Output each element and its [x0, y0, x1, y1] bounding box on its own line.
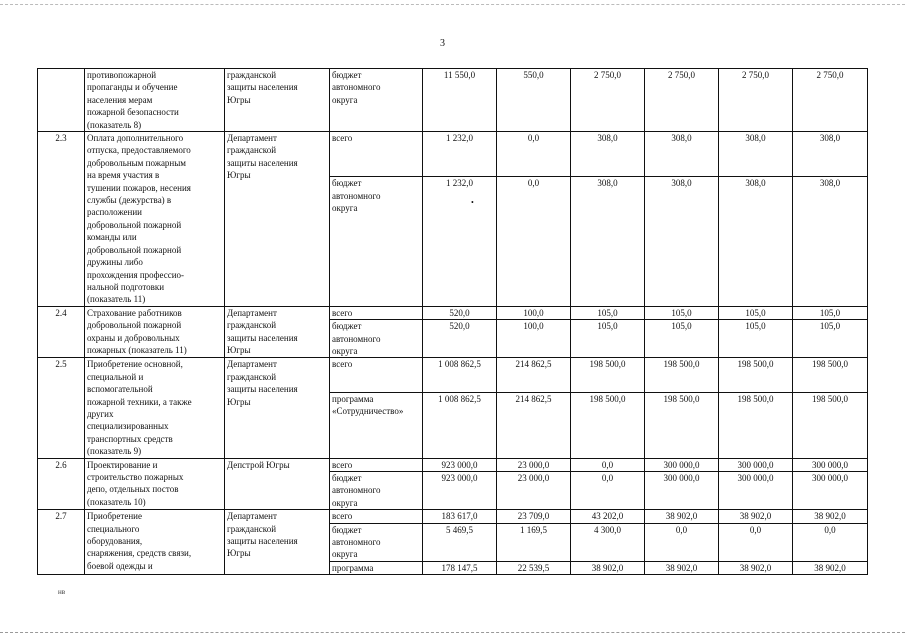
item-name: противопожарной пропаганды и обучение населения мерам пожарной безопасности (показатель 8): [85, 69, 225, 132]
item-executor: гражданской защиты населения Югры: [225, 69, 330, 132]
item-number: 2.5: [38, 358, 85, 458]
amount-cell: 178 147,5: [423, 561, 497, 574]
funding-source: программа «Сотрудничество»: [330, 392, 423, 458]
amount-cell: 100,0: [497, 306, 571, 319]
amount-cell: 5 469,5: [423, 523, 497, 561]
amount-cell: 23 000,0: [497, 472, 571, 510]
program-table: [37, 68, 868, 575]
amount-cell: 300 000,0: [719, 472, 793, 510]
amount-cell: 308,0: [793, 177, 868, 306]
amount-cell: 0,0: [793, 523, 868, 561]
amount-value: 1 232,0: [446, 178, 473, 189]
amount-cell: 1 008 862,5: [423, 392, 497, 458]
item-number: 2.3: [38, 132, 85, 307]
amount-cell: 22 539,5: [497, 561, 571, 574]
amount-cell: 308,0: [645, 132, 719, 177]
amount-cell: 1 169,5: [497, 523, 571, 561]
table-row: [38, 510, 868, 523]
item-name: Оплата дополнительного отпуска, предоставляемого добровольным пожарным на время участия в тушении пожаров, несения службы (дежурства) в расположении добровольной пожарной команды или добровольной пожарной дружины либо прохождения профессио- нальной подготовки (показатель 11): [85, 132, 225, 307]
amount-cell: 105,0: [645, 306, 719, 319]
amount-cell: 38 902,0: [571, 561, 645, 574]
funding-source: всего: [330, 306, 423, 319]
funding-source: бюджет автономного округа: [330, 472, 423, 510]
amount-cell: 198 500,0: [719, 358, 793, 392]
amount-cell: 2 750,0: [793, 69, 868, 132]
table-row: [38, 458, 868, 471]
amount-cell: 0,0: [497, 132, 571, 177]
amount-cell: 198 500,0: [571, 392, 645, 458]
amount-cell: 198 500,0: [793, 392, 868, 458]
amount-cell: 308,0: [719, 177, 793, 306]
amount-cell: 11 550,0: [423, 69, 497, 132]
amount-cell: 105,0: [571, 320, 645, 358]
item-executor: Департамент гражданской защиты населения Югры: [225, 358, 330, 458]
amount-cell: 198 500,0: [645, 392, 719, 458]
amount-cell: 214 862,5: [497, 358, 571, 392]
funding-source: всего: [330, 458, 423, 471]
amount-cell: 100,0: [497, 320, 571, 358]
scan-mark: •: [471, 198, 474, 208]
amount-cell: 38 902,0: [793, 510, 868, 523]
item-number: 2.7: [38, 510, 85, 575]
funding-source: всего: [330, 358, 423, 392]
item-name: Приобретение основной, специальной и вспомогательной пожарной техники, а также других специализированных транспортных средств (показатель 9): [85, 358, 225, 458]
amount-cell: 43 202,0: [571, 510, 645, 523]
amount-cell: 520,0: [423, 320, 497, 358]
amount-cell: [423, 177, 497, 306]
item-executor: Депстрой Югры: [225, 458, 330, 510]
amount-cell: 198 500,0: [571, 358, 645, 392]
amount-cell: 183 617,0: [423, 510, 497, 523]
amount-cell: 0,0: [497, 177, 571, 306]
amount-cell: 38 902,0: [719, 561, 793, 574]
item-number: [38, 69, 85, 132]
item-number: 2.6: [38, 458, 85, 510]
amount-cell: 1 232,0: [423, 132, 497, 177]
table-row: [38, 69, 868, 132]
amount-cell: 923 000,0: [423, 458, 497, 471]
amount-cell: 308,0: [571, 177, 645, 306]
amount-cell: 38 902,0: [793, 561, 868, 574]
amount-cell: 23 709,0: [497, 510, 571, 523]
funding-source: программа: [330, 561, 423, 574]
amount-cell: 105,0: [571, 306, 645, 319]
item-number: 2.4: [38, 306, 85, 358]
amount-cell: 4 300,0: [571, 523, 645, 561]
amount-cell: 300 000,0: [793, 458, 868, 471]
amount-cell: 105,0: [645, 320, 719, 358]
item-executor: Департамент гражданской защиты населения Югры: [225, 510, 330, 575]
scan-edge-top: [0, 4, 905, 5]
funding-source: всего: [330, 510, 423, 523]
funding-source: бюджет автономного округа: [330, 320, 423, 358]
amount-cell: 23 000,0: [497, 458, 571, 471]
amount-cell: 0,0: [571, 472, 645, 510]
amount-cell: 520,0: [423, 306, 497, 319]
amount-cell: 2 750,0: [719, 69, 793, 132]
amount-cell: 105,0: [719, 320, 793, 358]
funding-source: всего: [330, 132, 423, 177]
footer-mark: нв: [58, 588, 66, 596]
amount-cell: 308,0: [645, 177, 719, 306]
amount-cell: 105,0: [719, 306, 793, 319]
table-row: [38, 358, 868, 392]
amount-cell: 38 902,0: [719, 510, 793, 523]
amount-cell: 308,0: [719, 132, 793, 177]
amount-cell: 300 000,0: [645, 458, 719, 471]
amount-cell: 198 500,0: [793, 358, 868, 392]
amount-cell: 38 902,0: [645, 561, 719, 574]
amount-cell: 198 500,0: [719, 392, 793, 458]
item-name: Страхование работников добровольной пожарной охраны и добровольных пожарных (показатель 11): [85, 306, 225, 358]
amount-cell: 38 902,0: [645, 510, 719, 523]
item-name: Приобретение специального оборудования, снаряжения, средств связи, боевой одежды и: [85, 510, 225, 575]
amount-cell: 1 008 862,5: [423, 358, 497, 392]
table-row: [38, 132, 868, 177]
amount-cell: 308,0: [793, 132, 868, 177]
amount-cell: 550,0: [497, 69, 571, 132]
amount-cell: 214 862,5: [497, 392, 571, 458]
amount-cell: 300 000,0: [719, 458, 793, 471]
amount-cell: 300 000,0: [793, 472, 868, 510]
amount-cell: 2 750,0: [645, 69, 719, 132]
amount-cell: 300 000,0: [645, 472, 719, 510]
amount-cell: 0,0: [719, 523, 793, 561]
amount-cell: 0,0: [645, 523, 719, 561]
scan-edge-bottom: [0, 632, 905, 633]
amount-cell: 198 500,0: [645, 358, 719, 392]
amount-cell: 105,0: [793, 306, 868, 319]
amount-cell: 105,0: [793, 320, 868, 358]
funding-source: бюджет автономного округа: [330, 177, 423, 306]
amount-cell: 923 000,0: [423, 472, 497, 510]
amount-cell: 0,0: [571, 458, 645, 471]
amount-cell: 2 750,0: [571, 69, 645, 132]
table-row: [38, 306, 868, 319]
item-executor: Департамент гражданской защиты населения Югры: [225, 306, 330, 358]
funding-source: бюджет автономного округа: [330, 523, 423, 561]
item-name: Проектирование и строительство пожарных депо, отдельных постов (показатель 10): [85, 458, 225, 510]
item-executor: Департамент гражданской защиты населения Югры: [225, 132, 330, 307]
funding-source: бюджет автономного округа: [330, 69, 423, 132]
page-number: 3: [440, 38, 445, 49]
amount-cell: 308,0: [571, 132, 645, 177]
